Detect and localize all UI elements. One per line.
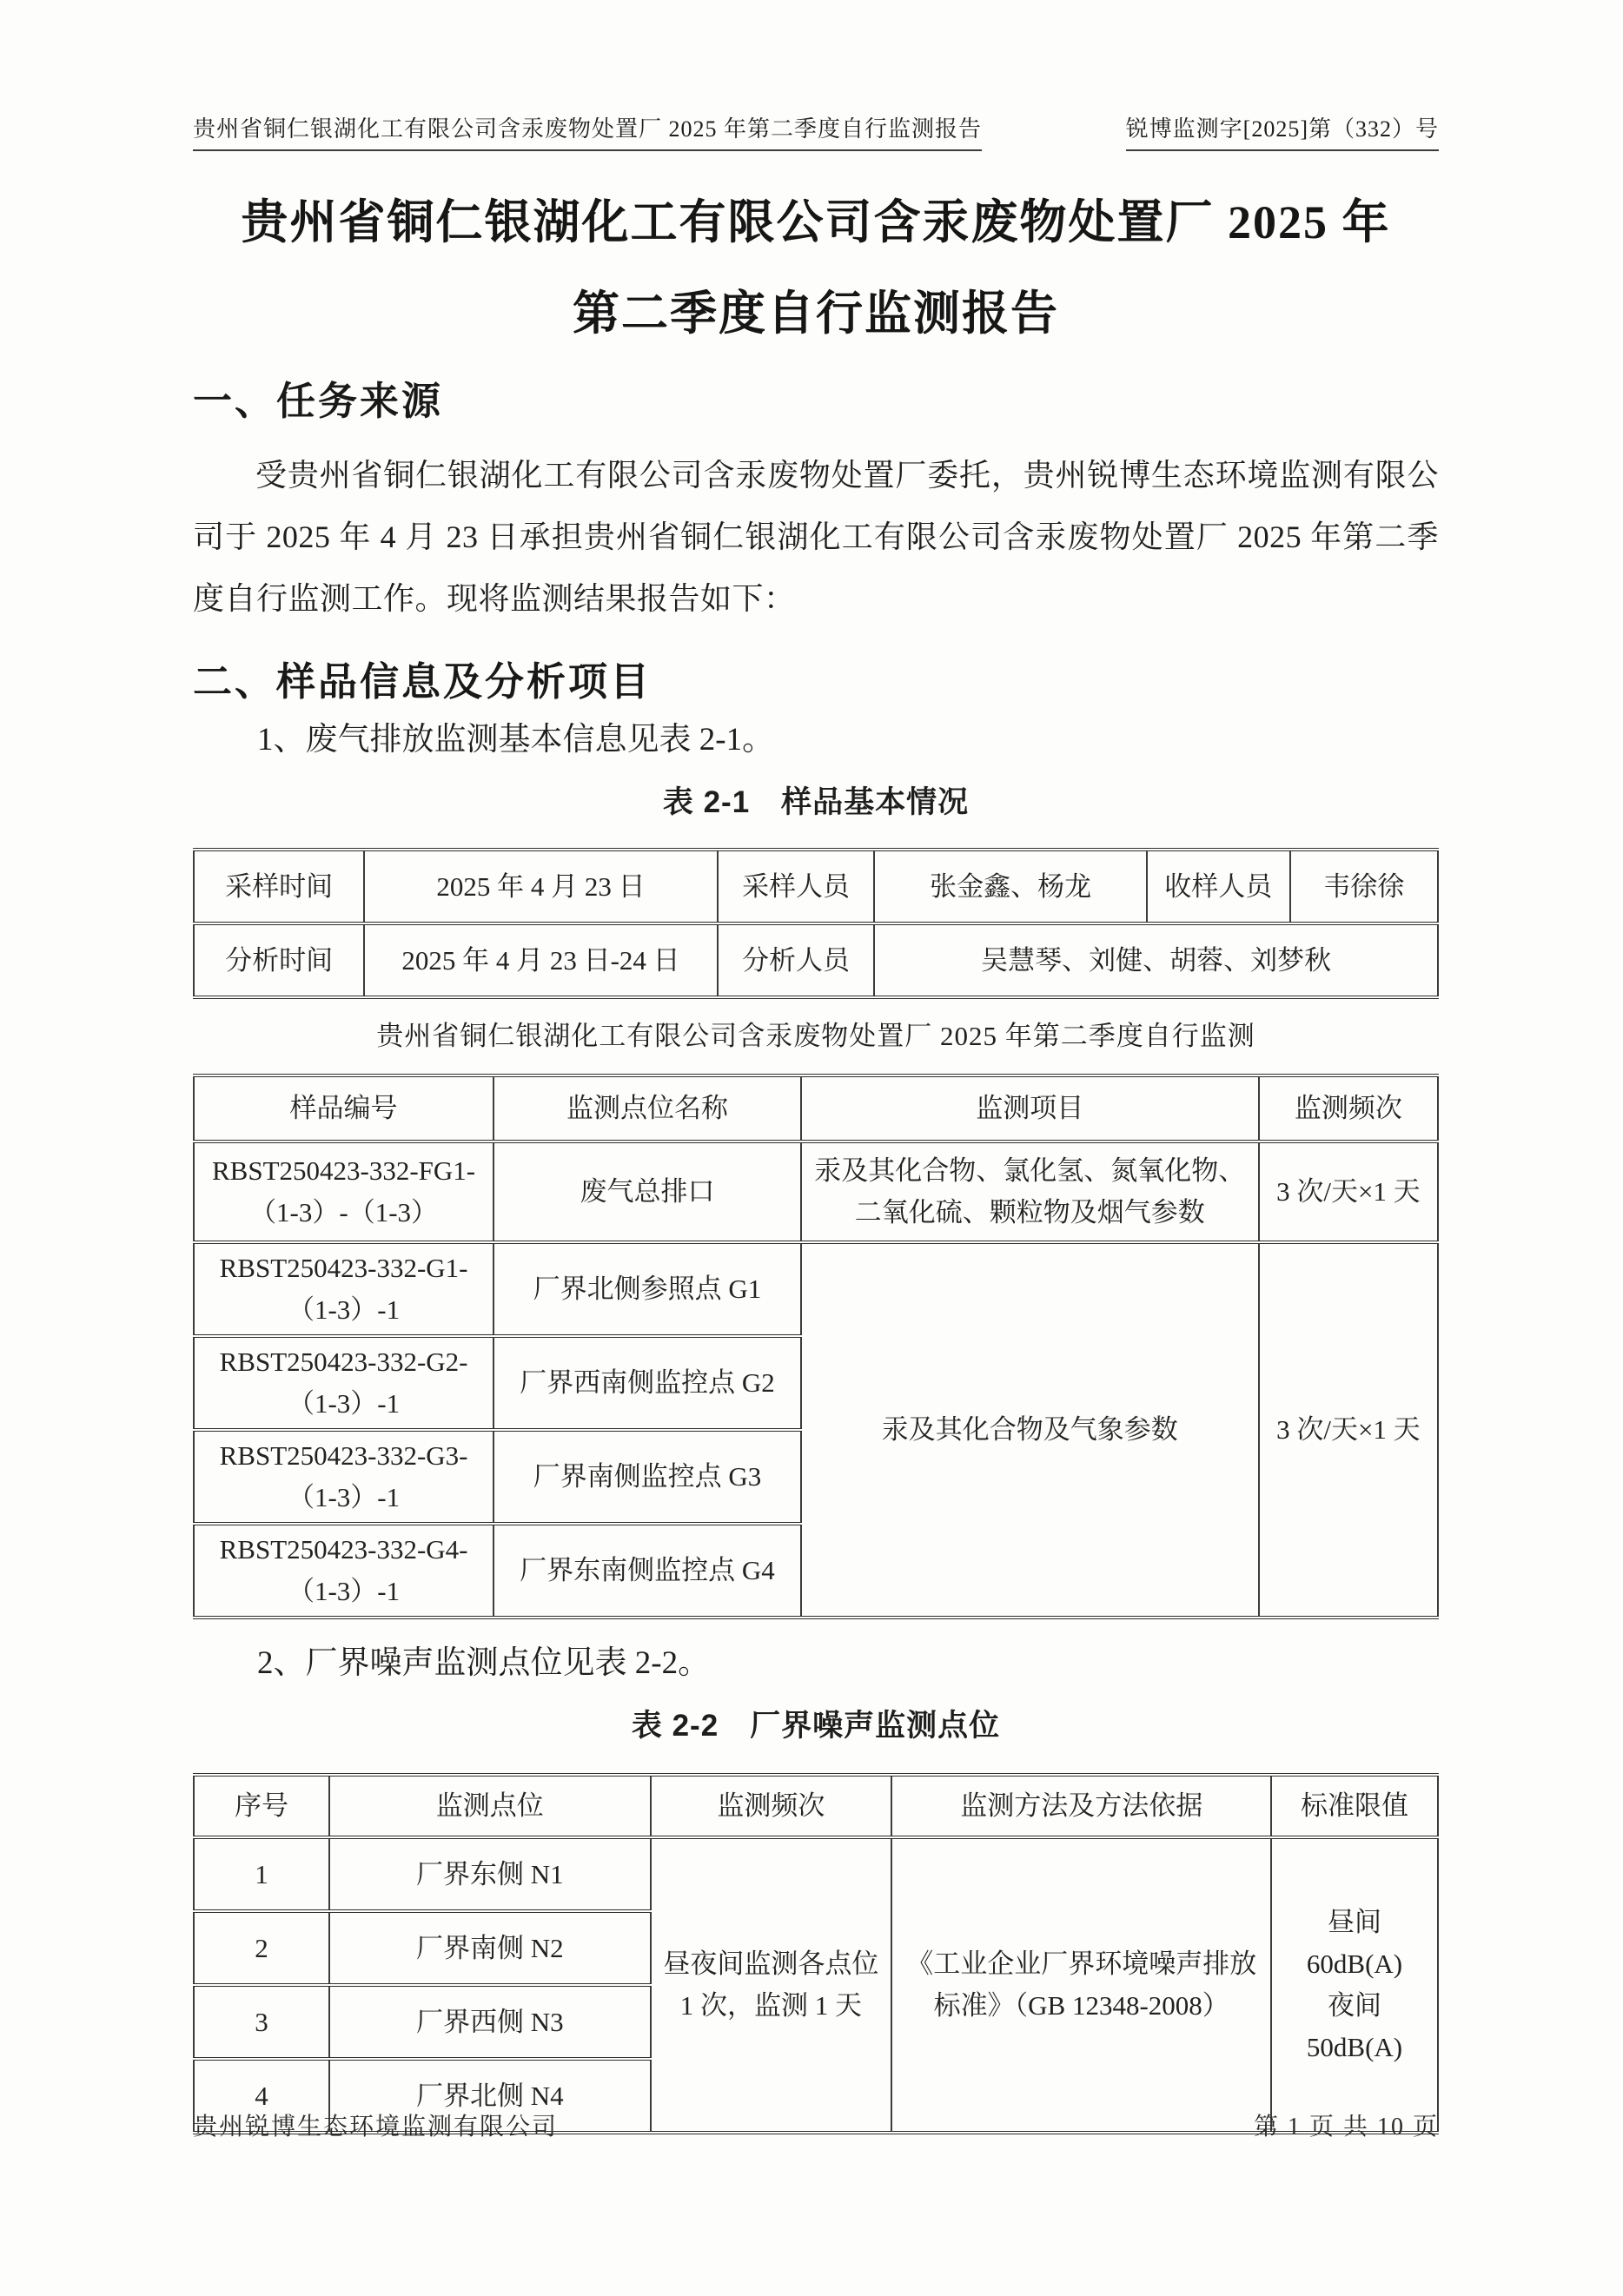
footer-page-number: 第 1 页 共 10 页 xyxy=(1253,2114,1439,2141)
section1-paragraph: 受贵州省铜仁银湖化工有限公司含汞废物处置厂委托，贵州锐博生态环境监测有限公司于 2025 年 4 月 23 日承担贵州省铜仁银湖化工有限公司含汞废物处置厂 2025 年第二季度自行监测工作。现将监测结果报告如下： xyxy=(193,458,1439,616)
noise-point-cell: 厂界东侧 N1 xyxy=(329,1837,650,1911)
sample-id-cell: RBST250423-332-FG1-（1-3）-（1-3） xyxy=(194,1141,494,1242)
receiving-staff-value: 韦徐徐 xyxy=(1290,850,1438,923)
page-content xyxy=(193,0,1439,2134)
column-header-frequency: 监测频次 xyxy=(651,1775,892,1837)
sampling-staff-value: 张金鑫、杨龙 xyxy=(874,850,1147,923)
noise-method-merged-cell: 《工业企业厂界环境噪声排放标准》（GB 12348-2008） xyxy=(891,1837,1271,2133)
footer-company: 贵州锐博生态环境监测有限公司 xyxy=(193,2114,559,2141)
monitor-items-cell: 汞及其化合物、氯化氢、氮氧化物、二氧化硫、颗粒物及烟气参数 xyxy=(801,1141,1259,1242)
frequency-merged-cell: 3 次/天×1 天 xyxy=(1259,1242,1438,1618)
sample-list-table xyxy=(193,1074,1439,1619)
analysis-time-label: 分析时间 xyxy=(194,923,364,997)
table-header-row xyxy=(194,1775,1438,1837)
row-number-cell: 1 xyxy=(194,1837,329,1911)
noise-point-cell: 厂界南侧 N2 xyxy=(329,1911,650,1985)
column-header-frequency: 监测频次 xyxy=(1259,1075,1438,1141)
table-row xyxy=(194,923,1438,997)
noise-points-table xyxy=(193,1773,1439,2134)
point-name-cell: 废气总排口 xyxy=(494,1141,801,1242)
sample-id-cell: RBST250423-332-G1-（1-3）-1 xyxy=(194,1242,494,1336)
noise-point-cell: 厂界西侧 N3 xyxy=(329,1985,650,2059)
table-row xyxy=(194,1837,1438,1911)
column-header-items: 监测项目 xyxy=(801,1075,1259,1141)
column-header-point: 监测点位 xyxy=(329,1775,650,1837)
analysis-staff-value: 吴慧琴、刘健、胡蓉、刘梦秋 xyxy=(874,923,1438,997)
column-header-method: 监测方法及方法依据 xyxy=(891,1775,1271,1837)
row-number-cell: 2 xyxy=(194,1911,329,1985)
sample-info-table xyxy=(193,848,1439,999)
sampling-staff-label: 采样人员 xyxy=(718,850,874,923)
section2-item1: 1、废气排放监测基本信息见表 2-1。 xyxy=(257,722,775,758)
sampling-time-label: 采样时间 xyxy=(194,850,364,923)
column-header-point-name: 监测点位名称 xyxy=(494,1075,801,1141)
point-name-cell: 厂界北侧参照点 G1 xyxy=(494,1242,801,1336)
point-name-cell: 厂界南侧监控点 G3 xyxy=(494,1430,801,1524)
table21-caption: 表 2-1 样品基本情况 xyxy=(662,785,970,819)
point-name-cell: 厂界西南侧监控点 G2 xyxy=(494,1336,801,1430)
page-header-left: 贵州省铜仁银湖化工有限公司含汞废物处置厂 2025 年第二季度自行监测报告 xyxy=(193,111,982,151)
report-title-line2: 第二季度自行监测报告 xyxy=(573,288,1059,340)
analysis-time-value: 2025 年 4 月 23 日-24 日 xyxy=(364,923,718,997)
table-row xyxy=(194,850,1438,923)
limit-night-line: 夜间 50dB(A) xyxy=(1306,1990,1403,2062)
frequency-cell: 3 次/天×1 天 xyxy=(1259,1141,1438,1242)
analysis-staff-label: 分析人员 xyxy=(718,923,874,997)
page-header-right: 锐博监测字[2025]第（332）号 xyxy=(1126,111,1439,151)
section2-heading: 二、样品信息及分析项目 xyxy=(193,659,653,704)
table-row xyxy=(194,1242,1438,1336)
noise-limit-merged-cell xyxy=(1271,1837,1438,2133)
report-title-line1: 贵州省铜仁银湖化工有限公司含汞废物处置厂 2025 年 xyxy=(241,196,1391,248)
receiving-staff-label: 收样人员 xyxy=(1147,850,1290,923)
noise-frequency-merged-cell: 昼夜间监测各点位 1 次，监测 1 天 xyxy=(651,1837,892,2133)
limit-day-line: 昼间 60dB(A) xyxy=(1306,1907,1403,1979)
table-header-row xyxy=(194,1075,1438,1141)
monitor-items-merged-cell: 汞及其化合物及气象参数 xyxy=(801,1242,1259,1618)
sample-id-cell: RBST250423-332-G4-（1-3）-1 xyxy=(194,1524,494,1618)
column-header-sample-id: 样品编号 xyxy=(194,1075,494,1141)
sampling-time-value: 2025 年 4 月 23 日 xyxy=(364,850,718,923)
noise-point-cell: 厂界北侧 N4 xyxy=(329,2059,650,2133)
column-header-no: 序号 xyxy=(194,1775,329,1837)
table-row xyxy=(194,1141,1438,1242)
sample-id-cell: RBST250423-332-G3-（1-3）-1 xyxy=(194,1430,494,1524)
table22-caption: 表 2-2 厂界噪声监测点位 xyxy=(631,1709,1001,1743)
page-header xyxy=(193,111,1439,151)
row-number-cell: 3 xyxy=(194,1985,329,2059)
sample-id-cell: RBST250423-332-G2-（1-3）-1 xyxy=(194,1336,494,1430)
report-title xyxy=(193,177,1439,360)
page-footer xyxy=(193,2107,1439,2142)
section1-heading: 一、任务来源 xyxy=(193,379,444,423)
column-header-limit: 标准限值 xyxy=(1271,1775,1438,1837)
point-name-cell: 厂界东南侧监控点 G4 xyxy=(494,1524,801,1618)
row-number-cell: 4 xyxy=(194,2059,329,2133)
table21-subtitle: 贵州省铜仁银湖化工有限公司含汞废物处置厂 2025 年第二季度自行监测 xyxy=(376,1021,1255,1051)
section2-item2: 2、厂界噪声监测点位见表 2-2。 xyxy=(257,1645,711,1681)
